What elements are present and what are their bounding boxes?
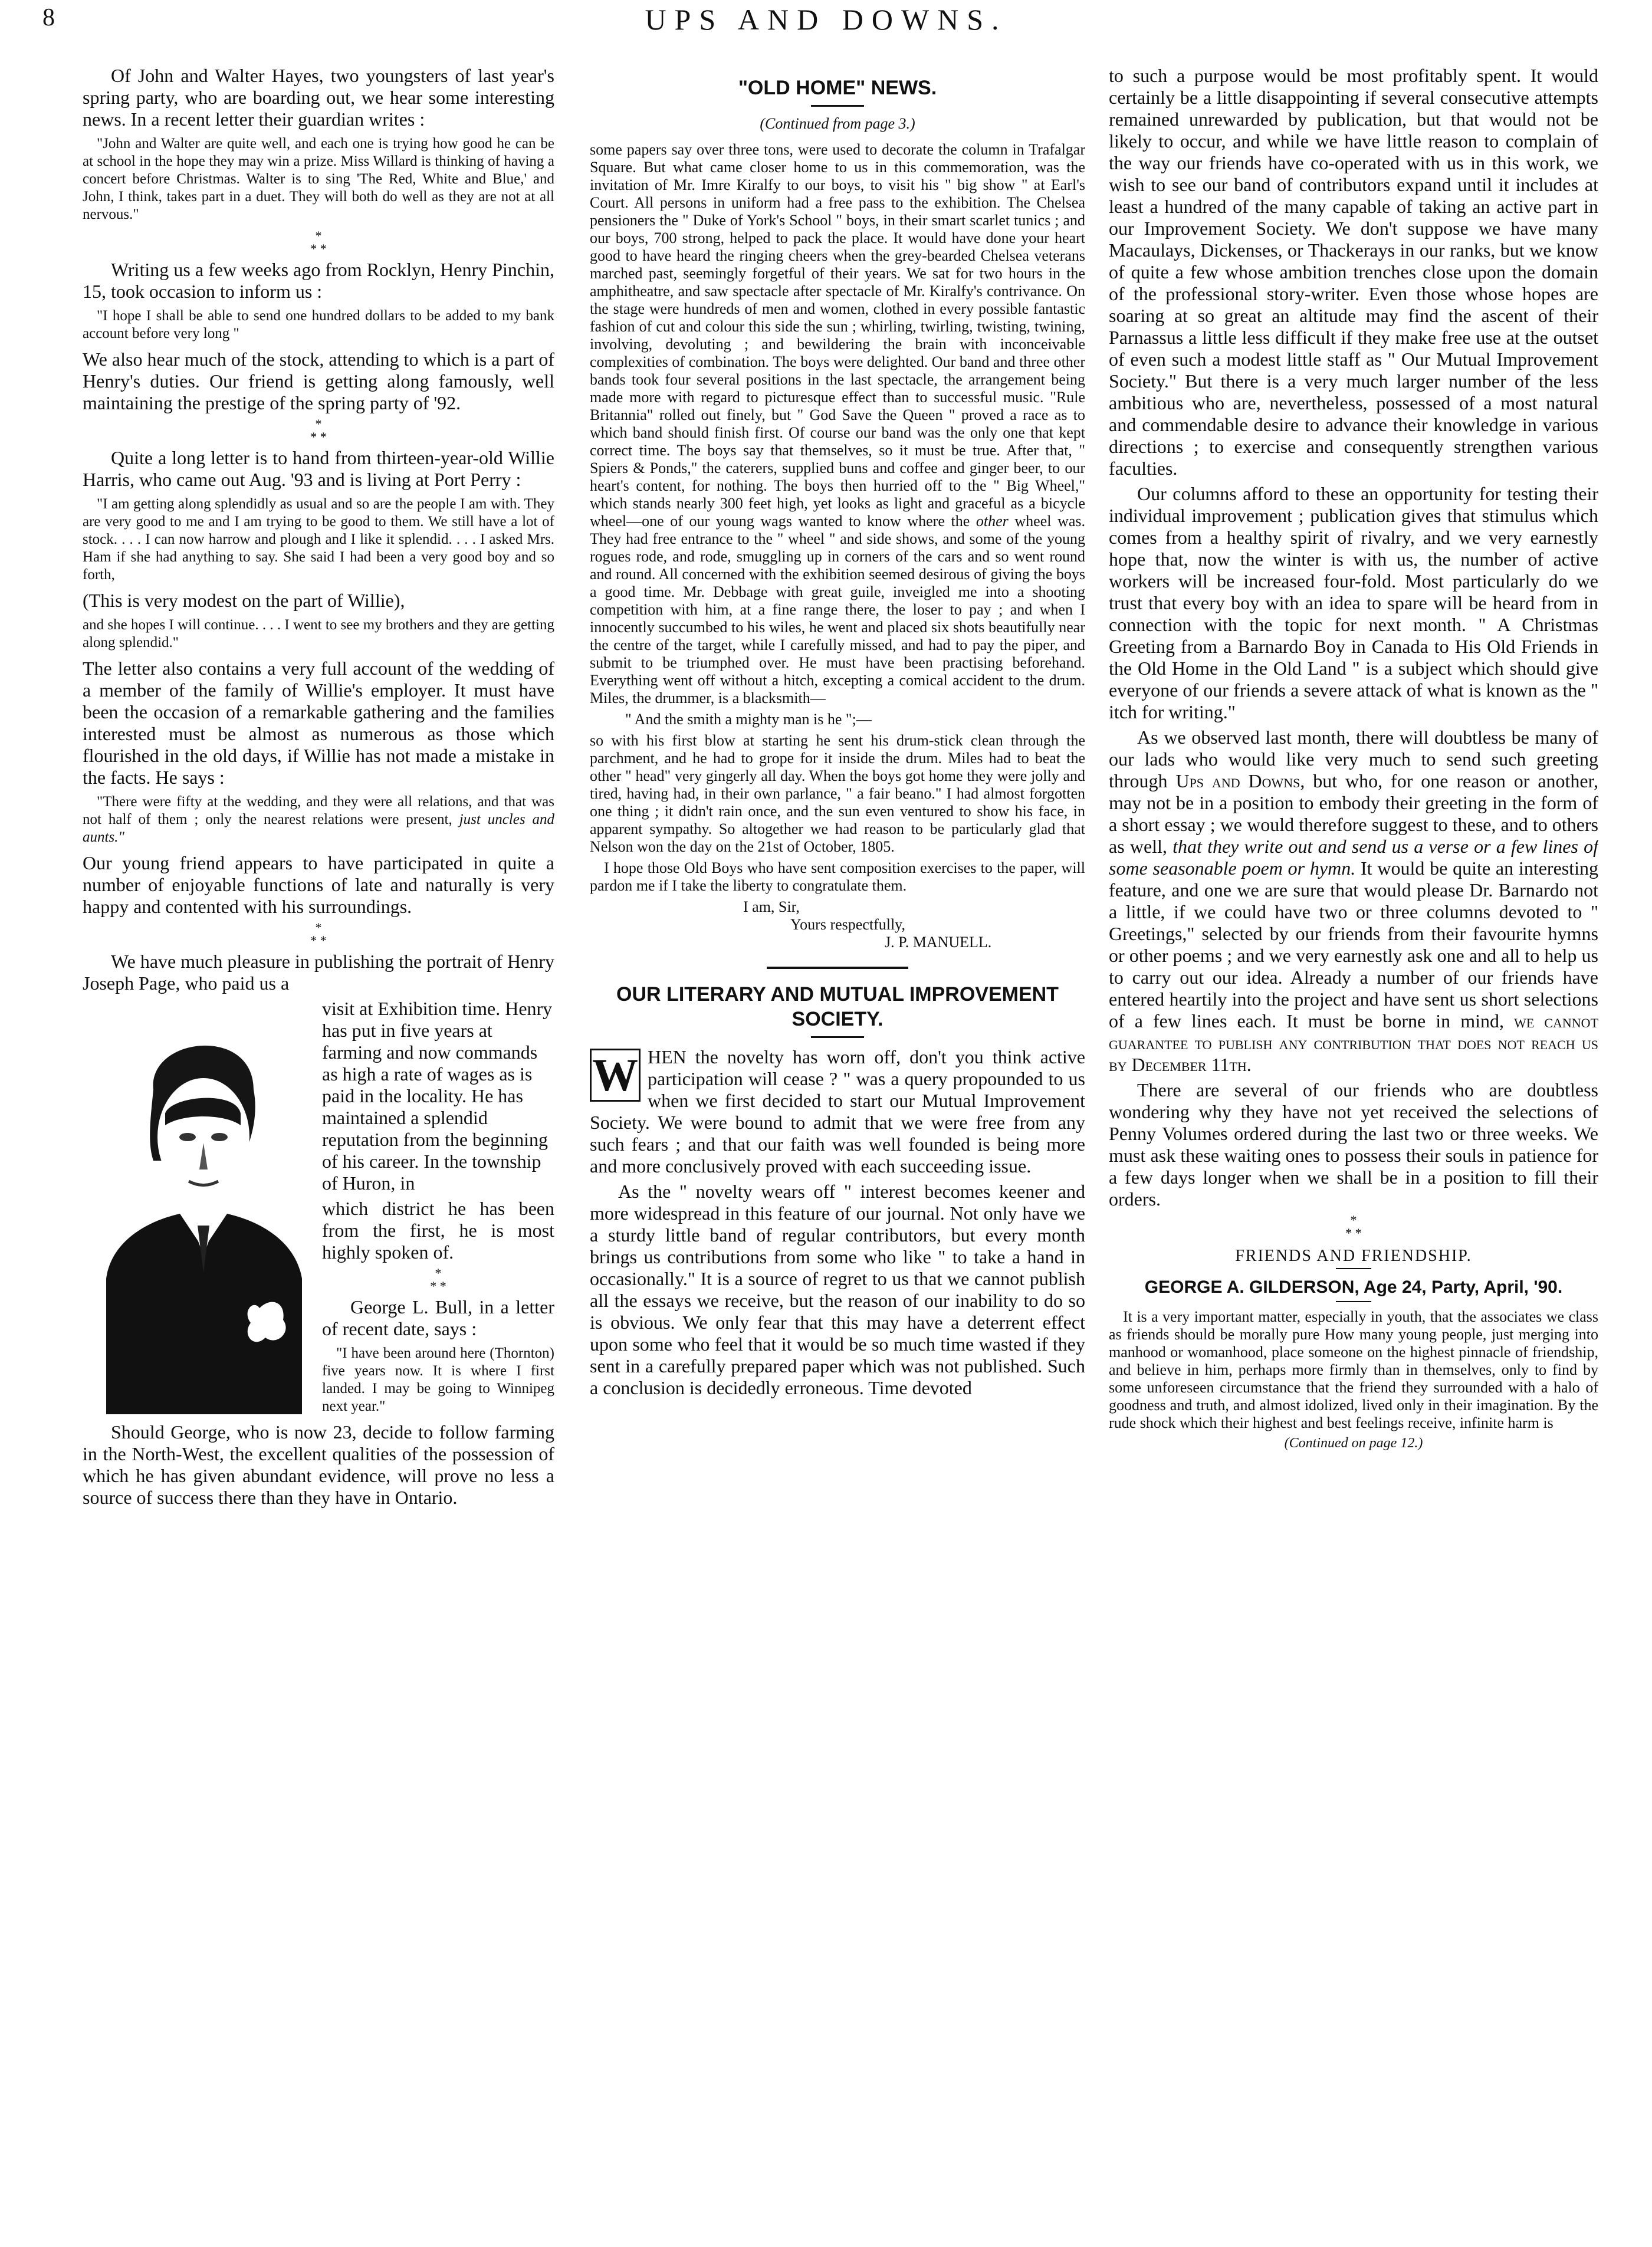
drop-cap-letter: W	[590, 1049, 641, 1102]
greetings-text-3: It would be quite an interesting feature, and one we are sure that would please Dr. Barnardo not a little, if we could have two or three columns devoted to " Greetings," selected by our friends from their favourite hymns or other poems ; and we very earnestly ask one and all to help us to carry out our idea. Already a number of our friends have entered heartily into the project and have sent us short selections of a few lines each. It must be borne in mind,	[1109, 858, 1598, 1031]
wedding-quote-text: "There were fifty at the wedding, and they were all relations, and that was not half of them ; only the nearest relations were present,	[83, 794, 554, 827]
literary-continuation: to such a purpose would be most profitably spent. It would certainly be a little disappointing if several consecutive attempts remained unrewarded by publication, but that would not be likely to occur, and while we have little reason to complain of the way our friends have co-operated with us in this work, we wish to see our band of contributors expand until it includes at least a hundred of the many capable of taking an active part in our Improvement Society. We don't suppose we have many Macaulays, Dickenses, or Thackerays in our ranks, but we know of quite a few whose ambition trenches close upon the domain of the professional story-writer. Even those whose hopes are soaring at so great an altitude may find the ascent of their Parnassus a little less difficult if they make free use at the outset of even such a modest little staff as " Our Mutual Improvement Society." But there is a very much larger number of the less ambitious who are, nevertheless, possessed of a most natural and commendable desire to advance their knowledge in various directions ; to exercise and consequently strengthen various faculties.	[1109, 65, 1598, 479]
heading-rule	[811, 1036, 864, 1038]
news-emphasis: other	[976, 513, 1009, 530]
congratulation-paragraph: I hope those Old Boys who have sent composition exercises to the paper, will pardon me if I take the liberty to congratulate them.	[590, 859, 1085, 894]
wedding-quote	[83, 793, 554, 846]
old-home-news-text	[590, 141, 1085, 707]
literary-paragraph-2: As the " novelty wears off " interest becomes keener and more widespread in this feature of our journal. Not only have we a sturdy little band of regular contributors, but every month brings us contributions from some who like " to take a hand in occasionally." It is a source of regret to us that we cannot publish all the essays we receive, but the reason of our inability to do so is obvious. We only fear that this may have a deterrent effect upon some who feel that it would be so much time wasted if they sent in a carefully prepared paper which was not published. Such a conclusion is decidedly erroneous. Time devoted	[590, 1181, 1085, 1398]
masthead-title: UPS AND DOWNS.	[645, 3, 1007, 36]
heading-rule	[1336, 1301, 1371, 1302]
page-description: visit at Exhibition time. Henry has put in five years at farming and now commands as high a rate of wages as is paid in the locality. He has maintained a splendid reputation from the beginning of his career. In the township of Huron, in	[322, 998, 553, 1194]
drum-story: so with his first blow at starting he sent his drum-stick clean through the parchment, and he had to grope for it inside the drum. Miles had to beat the other " head" very gingerly all day. When the boys got home they were jolly and tired, having had, in their own parlance, " a fair beano." I had almost forgotten one thing ; it didn't rain once, and the sun even ventured to show his face, in apparent sympathy. So altogether we had reason to be particularly glad that Nelson won the day on the 21st of October, 1805.	[590, 732, 1085, 855]
pinchin-paragraph: Writing us a few weeks ago from Rocklyn, Henry Pinchin, 15, took occasion to inform us :	[83, 259, 554, 302]
literary-society-heading: OUR LITERARY AND MUTUAL IMPROVEMENT SOCIETY.	[616, 983, 1059, 1030]
poem-line: " And the smith a mighty man is he ";—	[625, 711, 872, 728]
henry-page-portrait	[83, 1001, 313, 1414]
hayes-quote: "John and Walter are quite well, and each one is trying how good he can be at school in the hope they may win a prize. Miss Willard is thinking of having a concert before Christmas. Walter is to sing 'The Red, White and Blue,' and John, I think, takes part in a duet. They will both do well as they are not at all nervous."	[83, 136, 554, 222]
portrait-image	[83, 1001, 313, 1414]
section-stars: * * *	[310, 416, 327, 444]
wedding-quote-emphasis: just uncles and aunts."	[83, 812, 554, 845]
deadline-notice: we cannot guarantee to publish any contribution that does not reach us by December 11th.	[1109, 1010, 1598, 1075]
gilderson-byline: GEORGE A. GILDERSON, Age 24, Party, April, '90.	[1144, 1277, 1563, 1297]
penny-volumes-paragraph: There are several of our friends who are doubtless wondering why they have not yet received the selections of Penny Volumes ordered during the last two or three weeks. We must ask these waiting ones to possess their souls in patience for a few days longer when we shall be in a position to fill their orders.	[1109, 1079, 1598, 1210]
section-stars: * * *	[310, 228, 327, 256]
page-followup: which district he has been from the first, he is most highly spoken of.	[322, 1198, 554, 1263]
page-intro: We have much pleasure in publishing the portrait of Henry Joseph Page, who paid us a	[83, 951, 554, 994]
section-stars: * * *	[1345, 1213, 1362, 1240]
heading-rule	[1336, 1268, 1371, 1269]
section-divider	[767, 967, 908, 969]
greetings-paragraph	[1109, 727, 1598, 1076]
pinchin-followup: We also hear much of the stock, attending to which is a part of Henry's duties. Our friend is getting along famously, well maintaining the prestige of the spring party of '92.	[83, 349, 554, 413]
harris-quote-2: and she hopes I will continue. . . . I went to see my brothers and they are getting along splendid."	[83, 617, 554, 651]
heading-rule	[811, 105, 864, 107]
old-home-news-heading: "OLD HOME" NEWS.	[738, 77, 937, 99]
harris-quote-1: "I am getting along splendidly as usual and so are the people I am with. They are very good to me and I am trying to be good to them. We still have a lot of stock. . . . I can now harrow and plough and I like it splendid. . . . I asked Mrs. Ham if she had anything to say. She said I had been a very good boy and so forth,	[83, 496, 554, 583]
greetings-emphasis: that they write out and send us a verse or a few lines of some seasonable poem or hymn.	[1109, 836, 1598, 879]
news-text-part-2: wheel was. They had free entrance to the " wheel " and side shows, and some of the young rogues rode, and rode, smuggling up in corners of the cars and so went round and round. All concerned with the exhibition seemed desirous of giving the boys a good time. Mr. Debbage with great guile, inveigled me into a shooting competition with him, at a fine range there, the loser to pay ; and when I innocently succumbed to his wiles, he went and placed six shots beautifully near the centre of the target, while I carefully missed, and had to pay the piper, and submit to be triumphed over. He must have been practising beforehand. Everything went off without a hitch, excepting a comical accident to the drum. Miles, the drummer, is a blacksmith—	[590, 513, 1085, 707]
middle-column	[590, 65, 1085, 2164]
continued-on-note: (Continued on page 12.)	[1284, 1435, 1423, 1451]
right-column	[1109, 65, 1598, 2164]
greetings-text-2: , but who, for one reason or another, may not be in a position to embody their greeting in the form of a short essay ; we would therefore suggest to these, and to others as well,	[1109, 770, 1598, 857]
letter-signature: J. P. MANUELL.	[885, 934, 992, 951]
harris-paragraph: Quite a long letter is to hand from thirteen-year-old Willie Harris, who came out Aug. '93 and is living at Port Perry :	[83, 447, 554, 490]
harris-aside: (This is very modest on the part of Willie),	[83, 590, 405, 611]
bull-paragraph: George L. Bull, in a letter of recent date, says :	[322, 1296, 554, 1339]
friends-heading: FRIENDS AND FRIENDSHIP.	[1235, 1247, 1472, 1265]
hayes-paragraph: Of John and Walter Hayes, two youngsters of last year's spring party, who are boarding out, we hear some interesting news. In a recent letter their guardian writes :	[83, 65, 554, 130]
news-text-part-1: some papers say over three tons, were used to decorate the column in Trafalgar Square. But what came closer home to us in this commemoration, was the invitation of Mr. Imre Kiralfy to our boys, to visit his " big show " at Earl's Court. All persons in uniform had a free pass to the exhibition. The Chelsea pensioners the " Duke of York's School " boys, in their smart scarlet tunics ; and our boys, 700 strong, helped to pack the place. It would have done your heart good to have heard the ringing cheers when the grey-bearded Chelsea veterans marched past, seemingly forgetful of their years. We sat for two hours in the amphitheatre, and saw spectacle after spectacle of Mr. Kiralfy's contrivance. On the stage were hundreds of men and women, clothed in every possible fantastic fashion of cut and colour this side the sun ; whirling, twirling, twisting, twining, involving, devoluting ; and bewildering the brain with inconceivable complexities of combination. The boys were delighted. Our band and three other bands took four several positions in the last spectacle, the arrangement being made more with regard to picturesque effect than to successful music. "Rule Britannia" rolled out finely, but " God Save the Queen " proved a race as to which band should finish first. Of course our band was the only one that kept correct time. The boys say that themselves, so it must be true. After that, " Spiers & Ponds," the caterers, supplied buns and coffee and ginger beer, to our heart's content, for nothing. The boys then hurried off to the " Big Wheel," which stands nearly 300 feet high, yet looks as light and graceful as a bicycle wheel—one of our young wags wanted to know where the	[590, 141, 1085, 530]
columns-paragraph: Our columns afford to these an opportunity for testing their individual improvement ; publication gives that stimulus which comes from a healthy spirit of rivalry, and we very earnestly hope that, now the winter is with us, the number of active workers will be increased four-fold. Most particularly do we trust that every boy with an idea to spare will be heard from in connection with the topic for next month. " A Christmas Greeting from a Barnardo Boy in Canada to His Old Friends in the Old Home in the Old Land " is a subject which should give everyone of our friends a severe attack of what is known as the " itch for writing."	[1109, 483, 1598, 722]
literary-intro-text: HEN the novelty has worn off, don't you think active participation will cease ? " was a query propounded to us when we first decided to start our Mutual Improvement Society. We were bound to admit that we were free from any such fears ; and that our faith was well founded is being more and more conclusively proved with each succeeding issue.	[590, 1046, 1085, 1177]
section-stars: * * *	[430, 1266, 446, 1293]
friendship-essay: It is a very important matter, especially in youth, that the associates we class as friends should be morally pure How many young people, just merging into manhood or womanhood, place someone on the highest pinnacle of friendship, and believe in him, perhaps more firmly than in themselves, only to find by some unforeseen circumstance that the friend they surrounded with a halo of goodness and truth, and almost idolized, lived only in their imagination. By the rude shock which their highest and best feelings receive, infinite harm is	[1109, 1308, 1598, 1431]
continued-from-note: (Continued from page 3.)	[760, 115, 915, 132]
page-number: 8	[42, 4, 55, 31]
bull-followup: Should George, who is now 23, decide to follow farming in the North-West, the excellent qualities of the possession of which he has given abundant evidence, will prove no less a source of success there than they have in Ontario.	[83, 1421, 554, 1508]
left-column	[83, 65, 554, 2164]
bull-quote: "I have been around here (Thornton) five years now. It is where I first landed. I may be going to Winnipeg next year."	[322, 1345, 554, 1414]
harris-followup: Our young friend appears to have participated in quite a number of enjoyable functions of late and naturally is very happy and contented with his surroundings.	[83, 852, 554, 917]
letter-salutation: I am, Sir,	[743, 898, 800, 915]
pinchin-quote: "I hope I shall be able to send one hundred dollars to be added to my bank account before very long "	[83, 308, 554, 341]
greetings-text-1: As we observed last month, there will doubtless be many of our lads who would like very much to send such greeting through	[1109, 727, 1598, 791]
literary-intro	[590, 1046, 1085, 1177]
section-stars: * * *	[310, 920, 327, 948]
wedding-paragraph: The letter also contains a very full account of the wedding of a member of the family of Willie's employer. It must have been the occasion of a remarkable gathering and the families interested must be almost as numerous as those which flourished in the old days, if Willie has not made a mistake in the facts. He says :	[83, 658, 554, 788]
page-header	[0, 0, 1652, 41]
ups-and-downs-name: Ups and Downs	[1175, 770, 1300, 791]
letter-closing: Yours respectfully,	[790, 916, 905, 933]
